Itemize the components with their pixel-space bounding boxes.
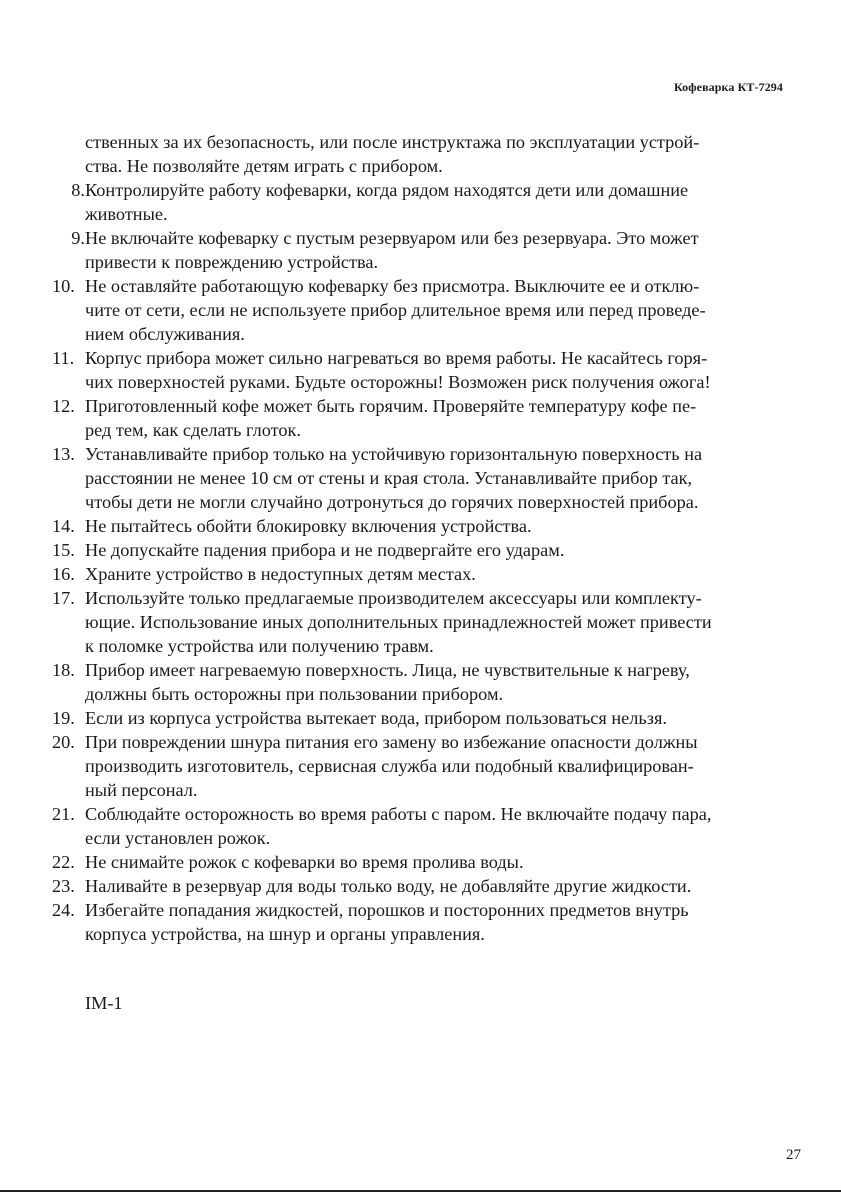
item-number: 10. — [52, 276, 75, 296]
item-text-line: производить изготовитель, сервисная служба или подобный квалифицирован- — [85, 756, 694, 776]
item-text-line: должны быть осторожны при пользовании прибором. — [85, 684, 504, 704]
item-text — [85, 394, 774, 442]
item-text-line: животные. — [85, 204, 168, 224]
item-number: 8. — [71, 180, 85, 200]
list-item — [52, 658, 774, 706]
item-text — [85, 898, 774, 946]
item-text-line: Прибор имеет нагреваемую поверхность. Лица, не чувствительные к нагреву, — [85, 660, 690, 680]
item-number: 12. — [52, 396, 75, 416]
item-text-line: ред тем, как сделать глоток. — [85, 420, 301, 440]
item-text — [85, 802, 774, 850]
item-text-line: Не оставляйте работающую кофеварку без присмотра. Выключите ее и отклю- — [85, 276, 700, 296]
item-text — [85, 442, 774, 514]
item-text-line: Соблюдайте осторожность во время работы с паром. Не включайте подачу пара, — [85, 804, 712, 824]
item-number: 18. — [52, 660, 75, 680]
item-text — [85, 658, 774, 706]
safety-instructions — [52, 130, 774, 946]
item-text-line: чтобы дети не могли случайно дотронуться до горячих поверхностей прибора. — [85, 492, 699, 512]
list-item — [52, 874, 774, 898]
item-text — [85, 730, 774, 802]
bottom-rule — [0, 1190, 841, 1192]
item-text-line: чите от сети, если не используете прибор длительное время или перед проведе- — [85, 300, 706, 320]
list-item — [52, 274, 774, 346]
item-number: 11. — [52, 348, 75, 368]
item-text — [85, 850, 774, 874]
item-number: 9. — [71, 228, 85, 248]
item-text — [85, 226, 774, 274]
list-item — [52, 178, 774, 226]
intro-paragraph — [52, 130, 774, 178]
item-number: 19. — [52, 708, 75, 728]
item-text-line: корпуса устройства, на шнур и органы управления. — [85, 924, 485, 944]
item-text — [85, 874, 774, 898]
intro-line: ства. Не позволяйте детям играть с прибором. — [85, 156, 443, 176]
item-number: 20. — [52, 732, 75, 752]
item-text-line: привести к повреждению устройства. — [85, 252, 379, 272]
item-text-line: если установлен рожок. — [85, 828, 271, 848]
model-code: IM-1 — [85, 993, 123, 1013]
list-item — [52, 802, 774, 850]
item-text — [85, 178, 774, 226]
header-title: Кофеварка КТ-7294 — [673, 80, 783, 94]
item-text-line: Не пытайтесь обойти блокировку включения устройства. — [85, 516, 532, 536]
item-text-line: Наливайте в резервуар для воды только воду, не добавляйте другие жидкости. — [85, 876, 692, 896]
list-item — [52, 850, 774, 874]
list-item — [52, 706, 774, 730]
item-text-line: Не допускайте падения прибора и не подвергайте его ударам. — [85, 540, 565, 560]
item-number: 23. — [52, 876, 75, 896]
item-text-line: Храните устройство в недоступных детям местах. — [85, 564, 476, 584]
item-text-line: чих поверхностей руками. Будьте осторожны! Возможен риск получения ожога! — [85, 372, 711, 392]
item-number: 21. — [52, 804, 75, 824]
item-number: 15. — [52, 540, 75, 560]
item-text — [85, 274, 774, 346]
item-text — [85, 538, 774, 562]
item-text-line: Не включайте кофеварку с пустым резервуаром или без резервуара. Это может — [85, 228, 699, 248]
item-text-line: Не снимайте рожок с кофеварки во время пролива воды. — [85, 852, 524, 872]
list-item — [52, 442, 774, 514]
item-text-line: Приготовленный кофе может быть горячим. Проверяйте температуру кофе пе- — [85, 396, 697, 416]
item-text-line: Корпус прибора может сильно нагреваться во время работы. Не касайтесь горя- — [85, 348, 708, 368]
item-text — [85, 586, 774, 658]
item-text — [85, 346, 774, 394]
list-item — [52, 538, 774, 562]
intro-line: ственных за их безопасность, или после инструктажа по эксплуатации устрой- — [85, 132, 700, 152]
item-text-line: расстоянии не менее 10 см от стены и края стола. Устанавливайте прибор так, — [85, 468, 693, 488]
item-number: 16. — [52, 564, 75, 584]
list-item — [52, 226, 774, 274]
item-number: 24. — [52, 900, 75, 920]
item-number: 22. — [52, 852, 75, 872]
list-item — [52, 514, 774, 538]
item-number: 17. — [52, 588, 75, 608]
list-item — [52, 394, 774, 442]
item-text-line: Избегайте попадания жидкостей, порошков и посторонних предметов внутрь — [85, 900, 689, 920]
list-item — [52, 898, 774, 946]
item-text — [85, 706, 774, 730]
list-item — [52, 586, 774, 658]
item-text-line: Контролируйте работу кофеварки, когда рядом находятся дети или домашние — [85, 180, 689, 200]
item-text-line: нием обслуживания. — [85, 324, 245, 344]
item-text-line: Используйте только предлагаемые производителем аксессуары или комплекту- — [85, 588, 702, 608]
item-text-line: к поломке устройства или получению травм. — [85, 636, 434, 656]
item-text-line: Если из корпуса устройства вытекает вода, прибором пользоваться нельзя. — [85, 708, 667, 728]
item-text-line: ющие. Использование иных дополнительных принадлежностей может привести — [85, 612, 712, 632]
list-item — [52, 346, 774, 394]
item-number: 14. — [52, 516, 75, 536]
item-text — [85, 562, 774, 586]
instruction-list — [52, 178, 774, 946]
item-text — [85, 514, 774, 538]
item-text-line: ный персонал. — [85, 780, 198, 800]
list-item — [52, 562, 774, 586]
list-item — [52, 730, 774, 802]
item-text-line: Устанавливайте прибор только на устойчивую горизонтальную поверхность на — [85, 444, 703, 464]
page-number: 27 — [786, 1147, 801, 1163]
item-text-line: При повреждении шнура питания его замену во избежание опасности должны — [85, 732, 698, 752]
item-number: 13. — [52, 444, 75, 464]
